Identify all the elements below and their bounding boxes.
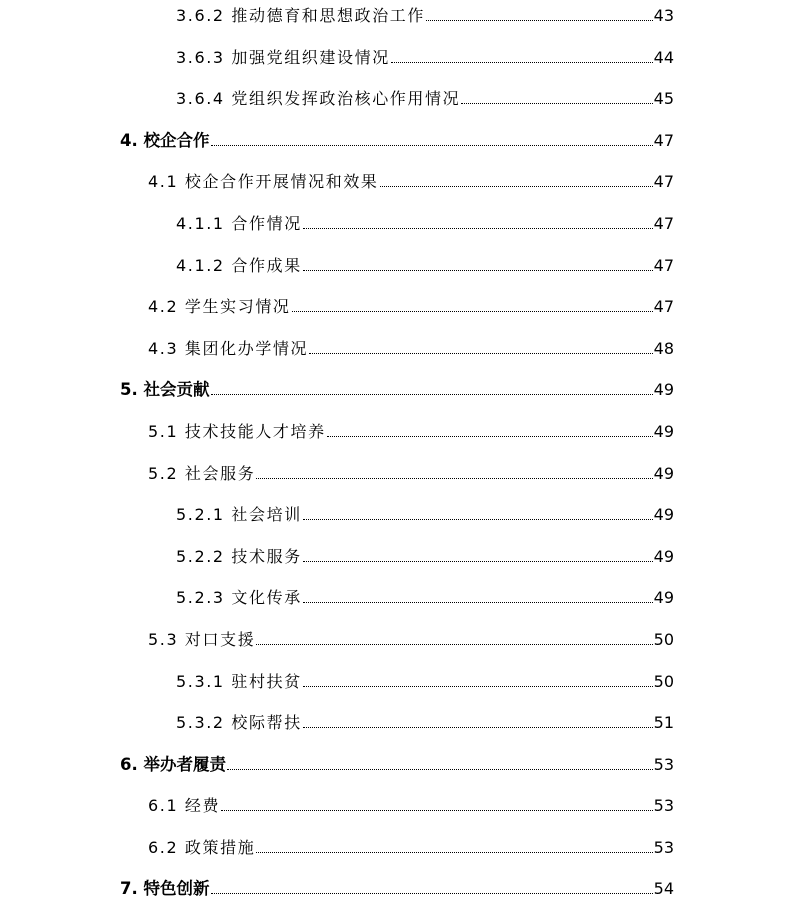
toc-entry-title: 5.2.3 文化传承 xyxy=(176,588,302,607)
toc-dot-leader xyxy=(211,394,653,395)
toc-entry[interactable] xyxy=(176,668,674,692)
toc-dot-leader xyxy=(303,561,653,562)
toc-entry[interactable] xyxy=(120,127,674,151)
toc-entry-title: 3.6.2 推动德育和思想政治工作 xyxy=(176,6,425,25)
toc-entry[interactable] xyxy=(148,626,674,650)
toc-entry-title: 5. 社会贡献 xyxy=(120,380,210,399)
toc-entry-title: 3.6.4 党组织发挥政治核心作用情况 xyxy=(176,89,461,108)
toc-dot-leader xyxy=(426,20,653,21)
toc-entry[interactable] xyxy=(176,501,674,525)
toc-entry-title: 5.1 技术技能人才培养 xyxy=(148,422,326,441)
toc-entry-title: 5.3.2 校际帮扶 xyxy=(176,713,302,732)
toc-page-number: 49 xyxy=(653,380,674,399)
toc-entry-title: 4.1.2 合作成果 xyxy=(176,256,302,275)
toc-entry-title: 4.3 集团化办学情况 xyxy=(148,339,309,358)
toc-entry-title: 4. 校企合作 xyxy=(120,131,210,150)
toc-dot-leader xyxy=(303,727,653,728)
toc-page-number: 47 xyxy=(653,297,674,316)
toc-page-number: 45 xyxy=(653,89,674,108)
toc-entry-title: 7. 特色创新 xyxy=(120,879,210,898)
toc-entry[interactable] xyxy=(148,335,674,359)
toc-entry-title: 5.3.1 驻村扶贫 xyxy=(176,672,302,691)
toc-entry[interactable] xyxy=(176,85,674,109)
toc-page-number: 44 xyxy=(653,48,674,67)
toc-page-number: 49 xyxy=(653,547,674,566)
toc-entry[interactable] xyxy=(148,834,674,858)
toc-entry[interactable] xyxy=(120,875,674,899)
toc-entry-title: 6.2 政策措施 xyxy=(148,838,256,857)
toc-page-number: 53 xyxy=(653,755,674,774)
toc-dot-leader xyxy=(461,103,652,104)
toc-page-number: 47 xyxy=(653,172,674,191)
toc-dot-leader xyxy=(309,353,653,354)
toc-page-number: 51 xyxy=(653,713,674,732)
toc-entry[interactable] xyxy=(120,751,674,775)
toc-dot-leader xyxy=(292,311,653,312)
toc-entry[interactable] xyxy=(176,709,674,733)
toc-entry[interactable] xyxy=(176,2,674,26)
toc-page-number: 49 xyxy=(653,505,674,524)
toc-entry[interactable] xyxy=(176,44,674,68)
toc-page-number: 48 xyxy=(653,339,674,358)
toc-entry-title: 6. 举办者履责 xyxy=(120,755,226,774)
toc-entry[interactable] xyxy=(120,376,674,400)
toc-entry[interactable] xyxy=(176,252,674,276)
toc-dot-leader xyxy=(391,62,653,63)
toc-page-number: 43 xyxy=(653,6,674,25)
toc-dot-leader xyxy=(303,228,653,229)
toc-page-number: 53 xyxy=(653,838,674,857)
toc-dot-leader xyxy=(211,145,653,146)
toc-page-number: 47 xyxy=(653,256,674,275)
toc-dot-leader xyxy=(380,186,653,187)
toc-entry[interactable] xyxy=(148,418,674,442)
toc-page-number: 54 xyxy=(653,879,674,898)
toc-page-number: 47 xyxy=(653,214,674,233)
toc-dot-leader xyxy=(256,644,652,645)
toc-dot-leader xyxy=(211,893,653,894)
toc-dot-leader xyxy=(227,769,653,770)
toc-dot-leader xyxy=(327,436,653,437)
toc-dot-leader xyxy=(303,686,653,687)
toc-entry-title: 3.6.3 加强党组织建设情况 xyxy=(176,48,390,67)
toc-entry[interactable] xyxy=(148,293,674,317)
toc-page-number: 49 xyxy=(653,588,674,607)
toc-dot-leader xyxy=(303,270,653,271)
toc-dot-leader xyxy=(256,478,652,479)
toc-entry-title: 5.2.2 技术服务 xyxy=(176,547,302,566)
toc-entry[interactable] xyxy=(148,792,674,816)
toc-dot-leader xyxy=(221,810,653,811)
toc-entry-title: 4.1 校企合作开展情况和效果 xyxy=(148,172,379,191)
toc-dot-leader xyxy=(303,519,653,520)
toc-entry-title: 4.2 学生实习情况 xyxy=(148,297,291,316)
toc-entry[interactable] xyxy=(176,584,674,608)
toc-page-number: 49 xyxy=(653,422,674,441)
toc-entry-title: 5.3 对口支援 xyxy=(148,630,256,649)
toc-page-number: 50 xyxy=(653,630,674,649)
toc-entry[interactable] xyxy=(148,460,674,484)
toc-entry-title: 4.1.1 合作情况 xyxy=(176,214,302,233)
toc-page-number: 47 xyxy=(653,131,674,150)
toc-page-number: 53 xyxy=(653,796,674,815)
toc-page-number: 50 xyxy=(653,672,674,691)
toc-dot-leader xyxy=(256,852,652,853)
toc-entry[interactable] xyxy=(176,543,674,567)
toc-dot-leader xyxy=(303,602,653,603)
toc-entry-title: 5.2 社会服务 xyxy=(148,464,256,483)
toc-page-number: 49 xyxy=(653,464,674,483)
toc-entry[interactable] xyxy=(176,210,674,234)
toc-entry-title: 6.1 经费 xyxy=(148,796,221,815)
toc-entry[interactable] xyxy=(148,168,674,192)
toc-entry-title: 5.2.1 社会培训 xyxy=(176,505,302,524)
